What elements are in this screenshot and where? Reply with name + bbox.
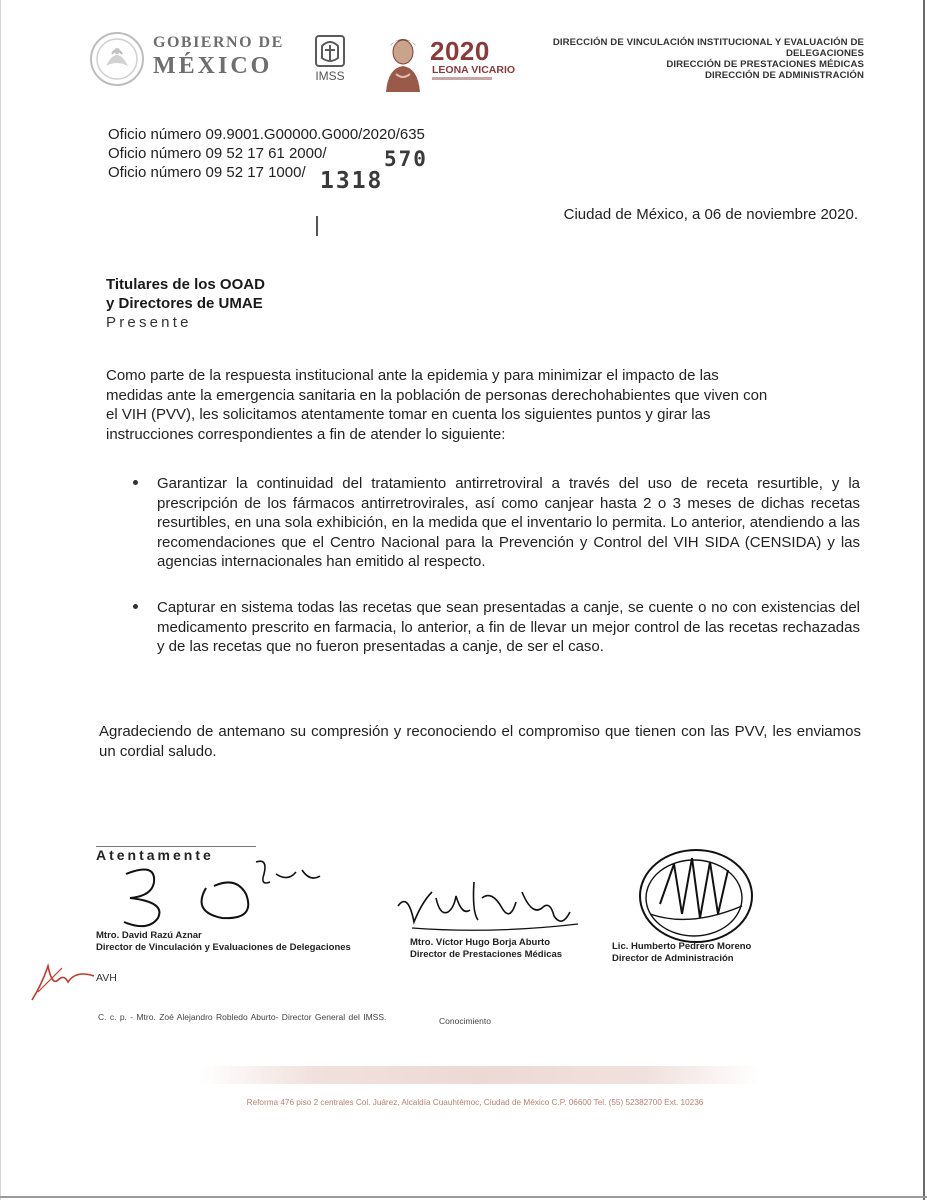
signer-1-block bbox=[96, 930, 351, 954]
scan-edge-left bbox=[0, 0, 1, 1200]
intro-line: instrucciones correspondientes a fin de atender lo siguiente: bbox=[106, 425, 506, 443]
typist-initials: AVH bbox=[96, 972, 117, 984]
signature-1-icon bbox=[96, 852, 346, 932]
bullet-item-2: Capturar en sistema todas las recetas que sean presentadas a canje, se cuente o no con existencias del medicamento prescrito en farmacia, lo anterior, a fin de llevar un mejor control de las recetas rechazadas y de las recetas que no fueron presentadas a canje, de ser el caso. bbox=[157, 599, 860, 655]
signer-1-name: Mtro. David Razú Aznar bbox=[96, 930, 202, 941]
addressee-line-1: Titulares de los OOAD bbox=[106, 276, 265, 293]
stamped-number-570: 570 bbox=[384, 147, 428, 171]
intro-paragraph bbox=[106, 366, 860, 444]
bullet-marker bbox=[133, 604, 138, 609]
farewell: Atentamente bbox=[96, 847, 214, 863]
scan-edge-bottom bbox=[0, 1196, 927, 1198]
scan-edge-right bbox=[923, 0, 925, 1200]
gov-line-1: GOBIERNO DE bbox=[153, 34, 284, 51]
oficio-line: Oficio número 09 52 17 1000/ bbox=[108, 164, 306, 181]
intro-line: el VIH (PVV), les solicitamos atentamente tomar en cuenta los siguientes puntos y girar las bbox=[106, 406, 711, 423]
footer-address: Reforma 476 piso 2 centrales Col. Juárez, Alcaldía Cuauhtémoc, Ciudad de México C.P. 06600 Tel. (55) 52382700 Ext. 10236 bbox=[246, 1098, 704, 1107]
dept-line: DIRECCIÓN DE VINCULACIÓN INSTITUCIONAL Y EVALUACIÓN DE DELEGACIONES bbox=[552, 37, 864, 59]
dept-line: DIRECCIÓN DE PRESTACIONES MÉDICAS bbox=[666, 59, 864, 70]
closing-paragraph: Agradeciendo de antemano su compresión y reconociendo el compromiso que tienen con las PVV, les enviamos un cordial saludo. bbox=[99, 723, 861, 760]
intro-line: medidas ante la emergencia sanitaria en la población de personas derechohabientes que viven con bbox=[106, 386, 768, 404]
dept-line: DIRECCIÓN DE ADMINISTRACIÓN bbox=[704, 70, 864, 81]
oficio-line: Oficio número 09.9001.G00000.G000/2020/635 bbox=[108, 126, 425, 143]
intro-line: Como parte de la respuesta institucional ante la epidemia y para minimizar el impacto de las bbox=[106, 367, 719, 384]
year-fineprint-line bbox=[432, 77, 492, 80]
footer-decorative-band bbox=[200, 1066, 760, 1084]
imss-label: IMSS bbox=[315, 69, 345, 83]
signer-2-name: Mtro. Víctor Hugo Borja Aburto bbox=[410, 937, 551, 948]
signer-2-block bbox=[410, 937, 562, 961]
signer-3-name: Lic. Humberto Pedrero Moreno bbox=[612, 941, 752, 952]
cc-line: C. c. p. - Mtro. Zoé Alejandro Robledo Aburto- Director General del IMSS. bbox=[98, 1012, 387, 1022]
year-subtitle: LEONA VICARIO bbox=[432, 64, 516, 76]
department-heading bbox=[504, 37, 864, 81]
signer-2-title: Director de Prestaciones Médicas bbox=[410, 949, 563, 960]
addressee-line-2: y Directores de UMAE bbox=[106, 295, 263, 312]
oficio-line: Oficio número 09 52 17 61 2000/ bbox=[108, 145, 327, 162]
year-banner bbox=[430, 38, 515, 80]
government-logo-text bbox=[153, 34, 284, 80]
leona-vicario-portrait-icon bbox=[378, 34, 428, 92]
bullet-marker bbox=[133, 480, 138, 485]
cc-note: Conocimiento bbox=[439, 1016, 491, 1026]
national-seal-icon bbox=[86, 30, 148, 88]
pen-mark bbox=[316, 216, 318, 236]
red-initials-mark-icon bbox=[28, 956, 98, 1004]
addressee-block bbox=[106, 275, 265, 332]
signature-2-icon bbox=[392, 872, 592, 940]
gov-line-2: MÉXICO bbox=[153, 53, 273, 79]
signer-3-title: Director de Administración bbox=[612, 953, 734, 964]
date-line: Ciudad de México, a 06 de noviembre 2020. bbox=[563, 206, 858, 223]
signer-3-block bbox=[612, 941, 751, 965]
bullet-item-1: Garantizar la continuidad del tratamiento antirretroviral a través del uso de receta resurtible, y la prescripción de los fármacos antirretrovirales, así como canjear hasta 2 o 3 meses de dichas recetas resurtibles, en una sola exhibición, en la medida que el inventario lo permita. Lo anterior, atendiendo a las recomendaciones que el Centro Nacional para la Prevención y Control del VIH SIDA (CENSIDA) y las agencias internacionales han emitido al respecto. bbox=[157, 475, 860, 570]
signer-1-title: Director de Vinculación y Evaluaciones de Delegaciones bbox=[96, 942, 351, 953]
stamped-number-1318: 1318 bbox=[320, 168, 384, 194]
year-label: 2020 bbox=[430, 36, 490, 66]
signature-3-icon bbox=[630, 844, 760, 948]
addressee-presente: Presente bbox=[106, 314, 192, 331]
imss-logo-icon bbox=[308, 34, 352, 84]
